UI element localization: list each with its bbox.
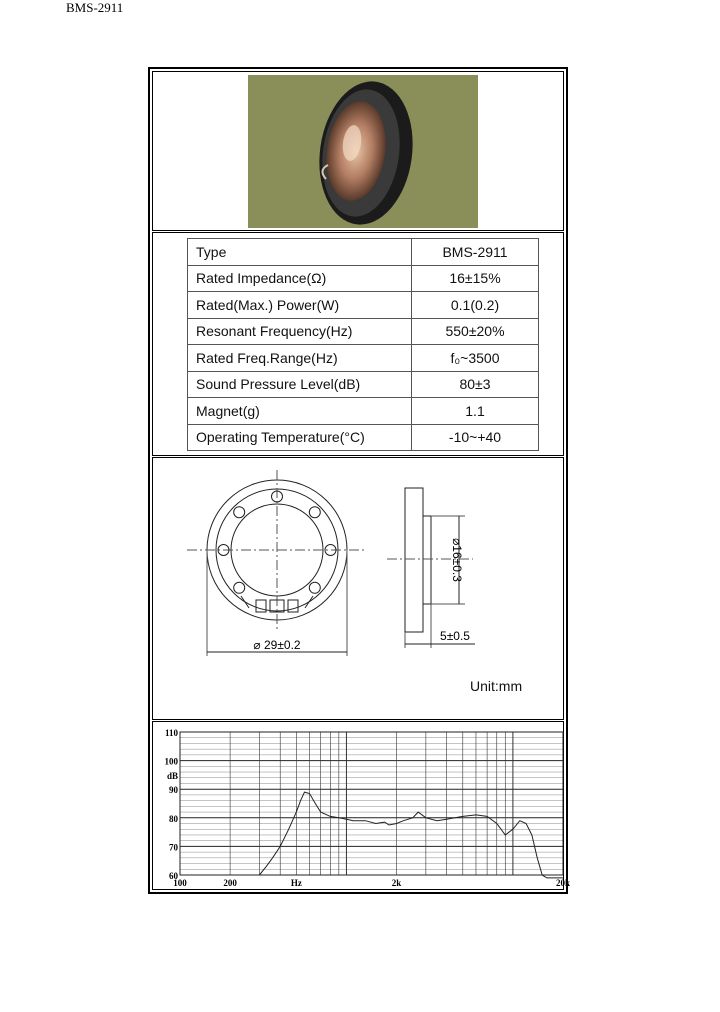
mounting-hole <box>234 507 245 518</box>
thickness-label: 5±0.5 <box>440 629 470 643</box>
spec-row <box>188 292 539 319</box>
x-tick-label: 2k <box>391 878 402 888</box>
spec-label: Resonant Frequency(Hz) <box>188 318 412 345</box>
spec-value: 0.1(0.2) <box>412 292 539 319</box>
spec-value: BMS-2911 <box>412 239 539 266</box>
spec-label: Rated(Max.) Power(W) <box>188 292 412 319</box>
spec-value: 1.1 <box>412 398 539 425</box>
product-photo-panel <box>152 71 564 231</box>
spec-row <box>188 345 539 372</box>
y-tick-label: 100 <box>164 756 178 767</box>
frequency-response-panel <box>152 721 571 890</box>
x-tick-label: 20k <box>555 878 571 888</box>
y-tick-label: 70 <box>169 842 178 853</box>
frequency-response-chart <box>153 722 571 889</box>
spec-row <box>188 371 539 398</box>
mounting-hole <box>234 582 245 593</box>
spec-row <box>188 398 539 425</box>
spec-label: Sound Pressure Level(dB) <box>188 371 412 398</box>
spec-table <box>187 238 539 451</box>
spec-value: -10~+40 <box>412 424 539 451</box>
spec-label: Magnet(g) <box>188 398 412 425</box>
spec-label: Type <box>188 239 412 266</box>
spec-label: Operating Temperature(°C) <box>188 424 412 451</box>
y-tick-label: 90 <box>169 785 178 796</box>
product-photo <box>248 75 478 228</box>
y-tick-label: 60 <box>169 871 178 881</box>
specifications-panel <box>152 232 564 456</box>
spec-row <box>188 239 539 266</box>
spec-row <box>188 265 539 292</box>
outer-diameter-label: ⌀ 29±0.2 <box>253 638 301 652</box>
front-view <box>187 470 367 656</box>
spec-row <box>188 318 539 345</box>
spec-value: 550±20% <box>412 318 539 345</box>
x-tick-label: 100 <box>173 878 187 888</box>
spec-label: Rated Freq.Range(Hz) <box>188 345 412 372</box>
spec-value: 80±3 <box>412 371 539 398</box>
unit-label: Unit:mm <box>470 678 523 694</box>
y-tick-label: 80 <box>169 813 178 824</box>
y-tick-label: dB <box>166 770 178 781</box>
spec-label: Rated Impedance(Ω) <box>188 265 412 292</box>
mounting-hole <box>309 582 320 593</box>
dimension-drawing-panel <box>152 457 564 720</box>
spec-row <box>188 424 539 451</box>
x-tick-label: Hz <box>290 878 302 888</box>
spec-value: 16±15% <box>412 265 539 292</box>
spec-value: f₀~3500 <box>412 345 539 372</box>
inner-diameter-label: ⌀16±0.3 <box>450 538 464 582</box>
datasheet-frame <box>148 67 571 894</box>
x-tick-label: 200 <box>223 878 237 888</box>
mounting-hole <box>309 507 320 518</box>
document-header: BMS-2911 <box>66 0 124 15</box>
y-tick-label: 110 <box>164 728 178 738</box>
